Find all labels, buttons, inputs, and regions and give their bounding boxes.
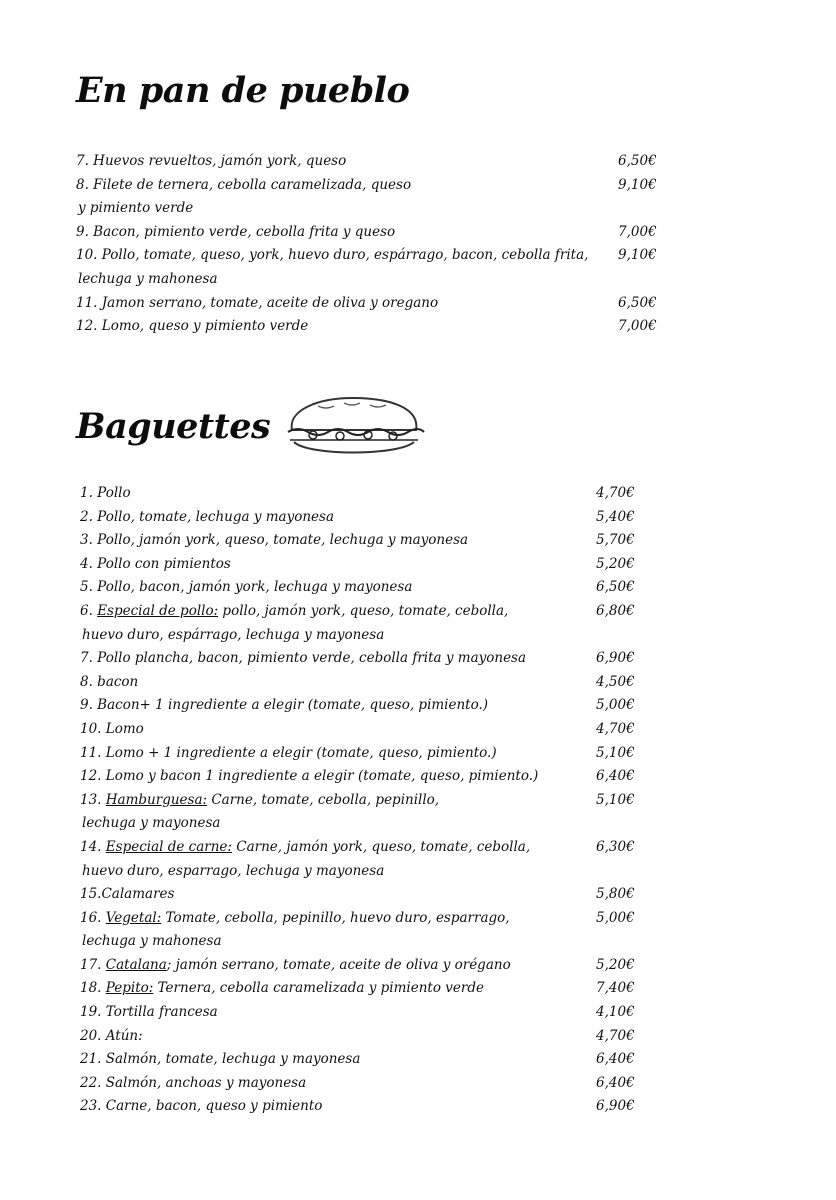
menu-item-price: 4,70€ [596, 1027, 635, 1044]
menu-item [76, 174, 676, 221]
menu-item-price: 9,10€ [618, 247, 657, 264]
menu-item-text: 5. Pollo, bacon, jamón york, lechuga y mayonesa [80, 579, 413, 596]
menu-item [76, 221, 676, 245]
menu-item [76, 292, 676, 316]
menu-item [76, 315, 676, 339]
menu-item-continuation: lechuga y mahonesa [78, 270, 218, 287]
menu-item [80, 553, 660, 577]
sandwich-icon [278, 390, 428, 462]
menu-item-price: 4,10€ [596, 1004, 635, 1021]
menu-item-name: Pepito: [105, 980, 154, 997]
menu-item-number: 18. [80, 980, 102, 997]
menu-item-name: Hamburguesa: [105, 791, 208, 808]
menu-item-ingredients: pollo, jamón york, queso, tomate, cebolla, [218, 602, 509, 619]
menu-item [80, 883, 660, 907]
menu-item-price: 6,40€ [596, 768, 635, 785]
menu-item-name: Catalana [105, 956, 167, 973]
menu-item-price: 6,50€ [596, 579, 635, 596]
menu-item [80, 1001, 660, 1025]
menu-item-ingredients: Ternera, cebolla caramelizada y pimiento verde [153, 980, 484, 997]
menu-item [80, 671, 660, 695]
menu-item-text: 1. Pollo [80, 485, 131, 501]
menu-item [80, 576, 660, 600]
menu-item-price: 6,80€ [596, 602, 635, 619]
menu-item-text: 12. Lomo y bacon 1 ingrediente a elegir (tomate, queso, pimiento.) [80, 768, 539, 785]
menu-item-continuation: huevo duro, esparrago, lechuga y mayonesa [82, 862, 385, 879]
menu-item-number: 6. [80, 602, 93, 619]
menu-item-price: 6,90€ [596, 650, 635, 667]
menu-item [80, 789, 660, 836]
menu-item [76, 244, 676, 291]
menu-item-text: 8. bacon [80, 673, 139, 690]
menu-item-price: 6,40€ [596, 1074, 635, 1091]
menu-list-pan-de-pueblo [76, 150, 676, 339]
menu-item [80, 600, 660, 647]
menu-item-text: 9. Bacon, pimiento verde, cebolla frita y queso [76, 223, 396, 240]
menu-item [80, 954, 660, 978]
menu-item [80, 718, 660, 742]
menu-item-continuation: lechuga y mahonesa [82, 933, 222, 950]
menu-item [80, 647, 660, 671]
menu-item-price: 6,50€ [618, 294, 657, 311]
section-title-baguettes: Baguettes [76, 406, 271, 447]
menu-item-price: 4,70€ [596, 485, 635, 501]
menu-item-price: 7,00€ [618, 318, 657, 335]
menu-item-ingredients: Carne, tomate, cebolla, pepinillo, [207, 791, 440, 808]
menu-item-text: 22. Salmón, anchoas y mayonesa [80, 1074, 307, 1091]
menu-item-continuation: y pimiento verde [78, 200, 194, 217]
menu-item-price: 6,50€ [618, 153, 657, 169]
menu-item-text: 11. Lomo + 1 ingrediente a elegir (tomate, queso, pimiento.) [80, 744, 497, 761]
menu-item-price: 4,50€ [596, 673, 635, 690]
menu-item-number: 14. [80, 838, 102, 855]
menu-item-text: 10. Lomo [80, 720, 144, 737]
menu-item-text: 7. Huevos revueltos, jamón york, queso [76, 153, 347, 169]
menu-item [76, 150, 676, 174]
menu-item-number: 16. [80, 909, 102, 926]
menu-item-text: 3. Pollo, jamón york, queso, tomate, lechuga y mayonesa [80, 532, 469, 549]
menu-item [80, 506, 660, 530]
menu-item-text: 11. Jamon serrano, tomate, aceite de oliva y oregano [76, 294, 439, 311]
menu-item-price: 5,10€ [596, 744, 635, 761]
menu-item-text: 10. Pollo, tomate, queso, york, huevo duro, espárrago, bacon, cebolla frita, [76, 247, 589, 264]
menu-item-price: 5,10€ [596, 791, 635, 808]
menu-item-number: 13. [80, 791, 102, 808]
menu-item [80, 529, 660, 553]
menu-item-price: 6,90€ [596, 1098, 635, 1115]
menu-item-text: 20. Atún: [80, 1027, 143, 1044]
menu-item [80, 836, 660, 883]
menu-item-text: 8. Filete de ternera, cebolla caramelizada, queso [76, 176, 412, 193]
menu-item [80, 765, 660, 789]
menu-item-text: 7. Pollo plancha, bacon, pimiento verde, cebolla frita y mayonesa [80, 650, 527, 667]
menu-item-price: 5,20€ [596, 956, 635, 973]
menu-item-price: 5,70€ [596, 532, 635, 549]
menu-item [80, 1048, 660, 1072]
menu-item [80, 1025, 660, 1049]
menu-item-price: 7,00€ [618, 223, 657, 240]
menu-item-price: 7,40€ [596, 980, 635, 997]
menu-item [80, 1095, 660, 1119]
menu-item-continuation: huevo duro, espárrago, lechuga y mayonesa [82, 626, 385, 643]
menu-item-price: 5,00€ [596, 697, 635, 714]
menu-item-text: 4. Pollo con pimientos [80, 555, 231, 572]
menu-item-text: 12. Lomo, queso y pimiento verde [76, 318, 309, 335]
menu-item-text: 23. Carne, bacon, queso y pimiento [80, 1098, 323, 1115]
section-title-pan-de-pueblo: En pan de pueblo [76, 70, 410, 111]
menu-item-text: 9. Bacon+ 1 ingrediente a elegir (tomate, queso, pimiento.) [80, 697, 489, 714]
menu-item [80, 1072, 660, 1096]
menu-item-price: 5,20€ [596, 555, 635, 572]
menu-item-continuation: lechuga y mayonesa [82, 815, 221, 832]
menu-item-price: 9,10€ [618, 176, 657, 193]
menu-item-price: 5,40€ [596, 508, 635, 525]
menu-item-name: Vegetal: [105, 909, 162, 926]
menu-item [80, 742, 660, 766]
menu-list-baguettes [80, 482, 660, 1119]
menu-item-text: 15.Calamares [80, 886, 175, 903]
menu-item-price: 4,70€ [596, 720, 635, 737]
menu-item [80, 907, 660, 954]
menu-item [80, 977, 660, 1001]
menu-item-ingredients: Tomate, cebolla, pepinillo, huevo duro, esparrago, [161, 909, 510, 926]
menu-item-ingredients: ; jamón serrano, tomate, aceite de oliva y orégano [166, 956, 511, 973]
menu-item-price: 6,40€ [596, 1051, 635, 1068]
menu-item-text: 2. Pollo, tomate, lechuga y mayonesa [80, 508, 335, 525]
menu-item-price: 5,80€ [596, 886, 635, 903]
menu-item-text: 19. Tortilla francesa [80, 1004, 218, 1021]
menu-item [80, 694, 660, 718]
menu-item-price: 6,30€ [596, 838, 635, 855]
menu-item-ingredients: Carne, jamón york, queso, tomate, cebolla, [231, 838, 531, 855]
menu-item-text: 21. Salmón, tomate, lechuga y mayonesa [80, 1051, 361, 1068]
menu-item-number: 17. [80, 956, 102, 973]
menu-item-name: Especial de pollo: [97, 602, 219, 619]
menu-item-price: 5,00€ [596, 909, 635, 926]
menu-item-name: Especial de carne: [105, 838, 232, 855]
menu-item [80, 482, 660, 506]
